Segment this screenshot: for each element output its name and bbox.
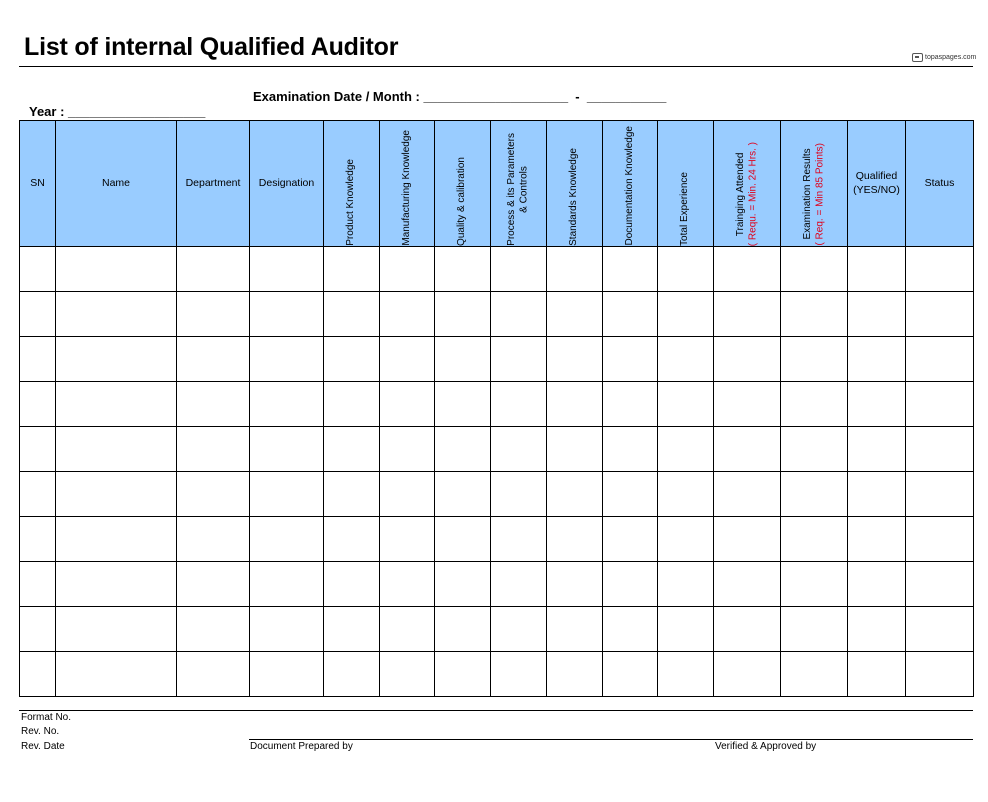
signature-line (249, 739, 973, 740)
table-cell[interactable] (324, 517, 380, 562)
table-cell[interactable] (547, 247, 603, 292)
table-cell[interactable] (380, 607, 435, 652)
table-cell[interactable] (603, 517, 658, 562)
table-cell[interactable] (658, 517, 714, 562)
table-cell[interactable] (906, 382, 974, 427)
table-cell[interactable] (547, 607, 603, 652)
table-cell[interactable] (250, 562, 324, 607)
table-body (20, 247, 974, 697)
header-sn: SN (20, 121, 56, 247)
table-cell[interactable] (435, 652, 491, 697)
table-cell[interactable] (177, 562, 250, 607)
table-cell[interactable] (603, 607, 658, 652)
table-cell[interactable] (547, 517, 603, 562)
table-cell[interactable] (603, 472, 658, 517)
table-cell[interactable] (603, 337, 658, 382)
table-cell[interactable] (906, 562, 974, 607)
format-no-label: Format No. (21, 712, 72, 723)
table-cell[interactable] (603, 382, 658, 427)
logo-icon (912, 53, 923, 62)
table-cell[interactable] (435, 607, 491, 652)
table-cell[interactable] (848, 382, 906, 427)
table-cell[interactable] (781, 472, 848, 517)
table-row (20, 337, 974, 382)
table-cell[interactable] (177, 472, 250, 517)
table-cell[interactable] (491, 337, 547, 382)
table-cell[interactable] (848, 337, 906, 382)
table-cell[interactable] (658, 382, 714, 427)
table-cell[interactable] (848, 472, 906, 517)
table-cell[interactable] (324, 247, 380, 292)
table-cell[interactable] (547, 652, 603, 697)
table-cell[interactable] (177, 607, 250, 652)
header-product-knowledge: Product Knowledge (324, 121, 380, 247)
table-cell[interactable] (250, 607, 324, 652)
site-logo (912, 53, 976, 62)
table-cell[interactable] (491, 517, 547, 562)
table-cell[interactable] (658, 247, 714, 292)
examination-date-field: Examination Date / Month : ____________________ - ___________ (253, 89, 667, 104)
rev-date-label: Rev. Date (21, 741, 65, 752)
table-cell[interactable] (491, 472, 547, 517)
table-cell[interactable] (491, 652, 547, 697)
header-qualified: Qualified (YES/NO) (848, 121, 906, 247)
table-cell[interactable] (848, 652, 906, 697)
table-cell[interactable] (906, 652, 974, 697)
table-cell[interactable] (324, 337, 380, 382)
header-examination-results (781, 121, 848, 247)
header-quality-calibration: Quality & calibration (435, 121, 491, 247)
table-cell[interactable] (906, 292, 974, 337)
table-cell[interactable] (380, 562, 435, 607)
table-cell[interactable] (714, 607, 781, 652)
table-cell[interactable] (781, 607, 848, 652)
table-cell[interactable] (781, 427, 848, 472)
training-label: Trainging Attended (734, 152, 746, 236)
table-cell[interactable] (658, 337, 714, 382)
table-cell[interactable] (380, 382, 435, 427)
table-cell[interactable] (250, 337, 324, 382)
table-cell[interactable] (547, 472, 603, 517)
table-cell[interactable] (56, 337, 177, 382)
table-cell[interactable] (324, 562, 380, 607)
table-cell[interactable] (906, 247, 974, 292)
table-cell[interactable] (547, 427, 603, 472)
header-name: Name (56, 121, 177, 247)
page-title: List of internal Qualified Auditor (24, 33, 399, 61)
table-cell[interactable] (20, 652, 56, 697)
table-row (20, 382, 974, 427)
table-cell[interactable] (20, 292, 56, 337)
table-row (20, 247, 974, 292)
table-cell[interactable] (603, 292, 658, 337)
table-cell[interactable] (658, 607, 714, 652)
table-cell[interactable] (714, 562, 781, 607)
table-cell[interactable] (177, 247, 250, 292)
table-cell[interactable] (714, 652, 781, 697)
table-row (20, 472, 974, 517)
table-cell[interactable] (56, 292, 177, 337)
process-line-2: & Controls (518, 166, 530, 213)
table-cell[interactable] (324, 652, 380, 697)
table-row (20, 517, 974, 562)
table-cell[interactable] (177, 292, 250, 337)
table-cell[interactable] (435, 562, 491, 607)
table-cell[interactable] (603, 247, 658, 292)
table-cell[interactable] (324, 292, 380, 337)
table-cell[interactable] (380, 652, 435, 697)
table-cell[interactable] (547, 382, 603, 427)
table-cell[interactable] (547, 562, 603, 607)
approved-by-label: Verified & Approved by (715, 741, 817, 752)
table-row (20, 607, 974, 652)
table-cell[interactable] (56, 382, 177, 427)
header-status: Status (906, 121, 974, 247)
table-cell[interactable] (714, 517, 781, 562)
table-cell[interactable] (250, 247, 324, 292)
table-cell[interactable] (435, 427, 491, 472)
rev-no-label: Rev. No. (21, 726, 60, 737)
table-cell[interactable] (380, 247, 435, 292)
table-cell[interactable] (848, 292, 906, 337)
table-cell[interactable] (56, 652, 177, 697)
table-cell[interactable] (380, 337, 435, 382)
table-cell[interactable] (714, 292, 781, 337)
header-standards-knowledge: Standards Knowledge (547, 121, 603, 247)
table-cell[interactable] (324, 382, 380, 427)
table-cell[interactable] (491, 562, 547, 607)
table-cell[interactable] (324, 607, 380, 652)
table-cell[interactable] (177, 652, 250, 697)
table-cell[interactable] (781, 517, 848, 562)
table-cell[interactable] (250, 427, 324, 472)
table-cell[interactable] (603, 427, 658, 472)
footer-divider (19, 710, 973, 711)
table-cell[interactable] (20, 247, 56, 292)
table-cell[interactable] (714, 382, 781, 427)
logo-text: topaspages.com (925, 54, 977, 61)
table-cell[interactable] (20, 337, 56, 382)
table-cell[interactable] (56, 427, 177, 472)
table-cell[interactable] (380, 517, 435, 562)
table-row (20, 427, 974, 472)
table-cell[interactable] (848, 247, 906, 292)
header-process-parameters (491, 121, 547, 247)
table-cell[interactable] (491, 607, 547, 652)
table-cell[interactable] (781, 652, 848, 697)
table-cell[interactable] (906, 607, 974, 652)
auditor-table (19, 120, 974, 697)
table-cell[interactable] (380, 292, 435, 337)
exam-label: Examination Results (801, 149, 813, 241)
table-cell[interactable] (250, 292, 324, 337)
table-cell[interactable] (781, 382, 848, 427)
table-cell[interactable] (435, 337, 491, 382)
table-cell[interactable] (177, 517, 250, 562)
table-cell[interactable] (56, 607, 177, 652)
table-cell[interactable] (658, 427, 714, 472)
table-cell[interactable] (603, 562, 658, 607)
table-cell[interactable] (848, 427, 906, 472)
table-cell[interactable] (714, 337, 781, 382)
table-cell[interactable] (177, 382, 250, 427)
table-cell[interactable] (324, 472, 380, 517)
table-cell[interactable] (250, 472, 324, 517)
table-cell[interactable] (491, 427, 547, 472)
table-cell[interactable] (781, 292, 848, 337)
table-cell[interactable] (714, 472, 781, 517)
table-cell[interactable] (177, 337, 250, 382)
table-cell[interactable] (491, 382, 547, 427)
table-cell[interactable] (324, 427, 380, 472)
table-cell[interactable] (714, 427, 781, 472)
table-cell[interactable] (435, 292, 491, 337)
table-cell[interactable] (603, 652, 658, 697)
table-cell[interactable] (547, 292, 603, 337)
table-cell[interactable] (177, 427, 250, 472)
table-cell[interactable] (491, 247, 547, 292)
header-designation: Designation (250, 121, 324, 247)
table-cell[interactable] (250, 652, 324, 697)
header-total-experience: Total Experience (658, 121, 714, 247)
title-divider (19, 66, 973, 67)
table-cell[interactable] (658, 562, 714, 607)
table-cell[interactable] (435, 382, 491, 427)
table-cell[interactable] (547, 337, 603, 382)
exam-requirement: ( Req. = Min 85 Points) (814, 143, 825, 246)
table-cell[interactable] (56, 517, 177, 562)
table-header-row (20, 121, 974, 247)
table-row (20, 652, 974, 697)
table-cell[interactable] (20, 562, 56, 607)
table-cell[interactable] (20, 607, 56, 652)
table-cell[interactable] (906, 517, 974, 562)
table-cell[interactable] (714, 247, 781, 292)
process-line-1: Process & its Parameters (506, 133, 517, 246)
table-cell[interactable] (435, 472, 491, 517)
table-cell[interactable] (435, 247, 491, 292)
table-cell[interactable] (906, 472, 974, 517)
table-cell[interactable] (781, 562, 848, 607)
table-cell[interactable] (848, 562, 906, 607)
table-row (20, 562, 974, 607)
header-department: Department (177, 121, 250, 247)
table-cell[interactable] (56, 562, 177, 607)
table-cell[interactable] (848, 607, 906, 652)
table-cell[interactable] (20, 472, 56, 517)
year-field: Year : ___________________ (29, 104, 206, 119)
table-cell[interactable] (658, 652, 714, 697)
table-cell[interactable] (56, 247, 177, 292)
table-cell[interactable] (250, 517, 324, 562)
header-documentation-knowledge: Documentation Knowledge (603, 121, 658, 247)
prepared-by-label: Document Prepared by (250, 741, 353, 752)
table-cell[interactable] (20, 517, 56, 562)
table-cell[interactable] (848, 517, 906, 562)
table-row (20, 292, 974, 337)
table-cell[interactable] (435, 517, 491, 562)
table-cell[interactable] (20, 427, 56, 472)
header-manufacturing-knowledge: Manufacturing Knowledge (380, 121, 435, 247)
table-cell[interactable] (250, 382, 324, 427)
header-training-attended (714, 121, 781, 247)
table-cell[interactable] (906, 337, 974, 382)
training-requirement: ( Requ. = Min. 24 Hrs. ) (747, 141, 758, 246)
table-cell[interactable] (20, 382, 56, 427)
table-cell[interactable] (380, 472, 435, 517)
table-cell[interactable] (380, 427, 435, 472)
table-cell[interactable] (658, 472, 714, 517)
table-cell[interactable] (781, 337, 848, 382)
table-cell[interactable] (906, 427, 974, 472)
table-cell[interactable] (56, 472, 177, 517)
table-cell[interactable] (658, 292, 714, 337)
table-cell[interactable] (491, 292, 547, 337)
table-cell[interactable] (781, 247, 848, 292)
